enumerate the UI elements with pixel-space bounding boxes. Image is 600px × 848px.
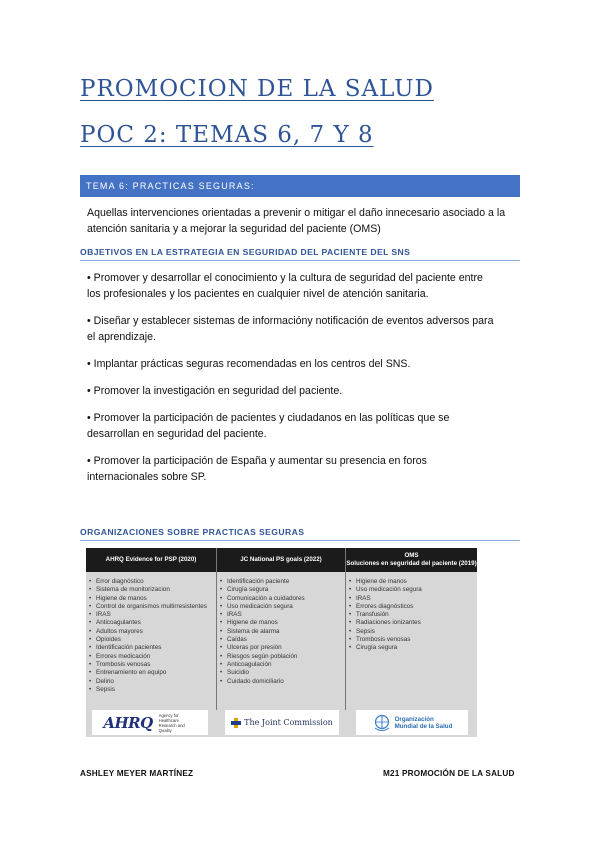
objective-item: • Implantar prácticas seguras recomendadas en los centros del SNS.	[87, 358, 411, 370]
practice-item: • Anticoagulantes	[89, 619, 214, 627]
practice-item: • Control de organismos multirresistentes	[89, 603, 214, 611]
practice-item: • Caídas	[220, 636, 343, 644]
document-title: PROMOCION DE LA SALUD	[80, 76, 434, 102]
practice-item: • Entrenamiento en equipo	[89, 669, 214, 677]
practice-item: • Adultos mayores	[89, 628, 214, 636]
practice-item: • Cuidado domiciliario	[220, 678, 343, 686]
practice-item: • Opioides	[89, 636, 214, 644]
footer-course: M21 PROMOCIÓN DE LA SALUD	[383, 769, 515, 778]
who-emblem-icon	[372, 714, 392, 732]
practice-item: • Riesgos según población	[220, 653, 343, 661]
organizations-heading: ORGANIZACIONES SOBRE PRACTICAS SEGURAS	[80, 527, 305, 537]
practice-item: • Uso medicación segura	[349, 586, 475, 594]
objective-item: • Diseñar y establecer sistemas de informacióny notificación de eventos adversos para el aprendizaje.	[87, 315, 494, 343]
practice-item: • Radiaciones ionizantes	[349, 619, 475, 627]
practice-item: • IRAS	[349, 595, 475, 603]
practice-item: • Suicidio	[220, 669, 343, 677]
objectives-divider	[80, 260, 520, 261]
ahrq-practices-list	[89, 578, 214, 694]
oms-logo: Organización Mundial de la Salud	[356, 710, 468, 735]
practice-item: • IRAS	[220, 611, 343, 619]
practice-item: • Higiene de manos	[349, 578, 475, 586]
practice-item: • Comunicación a cuidadores	[220, 595, 343, 603]
column-header: OMS Soluciones en seguridad del paciente (2019)	[346, 548, 477, 572]
joint-commission-cross-icon	[231, 718, 241, 728]
practice-item: • Identificación paciente	[220, 578, 343, 586]
joint-commission-logo: The Joint Commission	[225, 710, 339, 735]
practice-item: • Sistema de monitorizacion	[89, 586, 214, 594]
joint-commission-column	[217, 548, 345, 737]
practice-item: • Error diagnóstico	[89, 578, 214, 586]
organizations-table-image	[86, 548, 477, 737]
practice-item: • Anticoagulación	[220, 661, 343, 669]
jc-goals-list	[220, 578, 343, 686]
practice-item: • Higiene de manos	[89, 595, 214, 603]
organizations-divider	[80, 540, 520, 541]
practice-item: • IRAS	[89, 611, 214, 619]
practice-item: • Uso medicación segura	[220, 603, 343, 611]
ahrq-column	[86, 548, 216, 737]
practice-item: • Cirugía segura	[220, 586, 343, 594]
practice-item: • Higiene de manos	[220, 619, 343, 627]
practice-item: • Sepsis	[349, 628, 475, 636]
oms-solutions-list	[349, 578, 475, 653]
section-intro-text: Aquellas intervenciones orientadas a prevenir o mitigar el daño innecesario asociado a la atención sanitaria y a mejorar la seguridad del paciente (OMS)	[87, 207, 506, 235]
practice-item: • Identificación pacientes	[89, 644, 214, 652]
practice-item: • Delirio	[89, 678, 214, 686]
practice-item: • Trombosis venosas	[89, 661, 214, 669]
practice-item: • Errores medicación	[89, 653, 214, 661]
practice-item: • Transfusión	[349, 611, 475, 619]
ahrq-logo: AHRQ Agency for Healthcare Research and Quality	[92, 710, 208, 735]
practice-item: • Úlceras por presión	[220, 644, 343, 652]
column-header: AHRQ Evidence for PSP (2020)	[86, 548, 216, 572]
objectives-list	[87, 270, 497, 496]
practice-item: • Errores diagnósticos	[349, 603, 475, 611]
objective-item: • Promover la participación de pacientes y ciudadanos en las políticas que se desarrollan en seguridad del paciente.	[87, 412, 450, 440]
practice-item: • Sepsis	[89, 686, 214, 694]
practice-item: • Sistema de alarma	[220, 628, 343, 636]
objectives-heading: OBJETIVOS EN LA ESTRATEGIA EN SEGURIDAD DEL PACIENTE DEL SNS	[80, 247, 411, 257]
objective-item: • Promover y desarrollar el conocimiento y la cultura de seguridad del paciente entre los profesionales y los pacientes en cualquier nivel de atención sanitaria.	[87, 272, 483, 300]
objective-item: • Promover la participación de España y aumentar su presencia en foros internacionales sobre SP.	[87, 455, 427, 483]
practice-item: • Cirugía segura	[349, 644, 475, 652]
objective-item: • Promover la investigación en seguridad del paciente.	[87, 385, 343, 397]
footer-author: ASHLEY MEYER MARTÍNEZ	[80, 769, 194, 778]
practice-item: • Trombosis venosas	[349, 636, 475, 644]
oms-column	[346, 548, 477, 737]
document-subtitle: POC 2: TEMAS 6, 7 Y 8	[80, 122, 374, 148]
column-header: JC National PS goals (2022)	[217, 548, 345, 572]
section-heading-band: TEMA 6: PRACTICAS SEGURAS:	[80, 175, 520, 197]
